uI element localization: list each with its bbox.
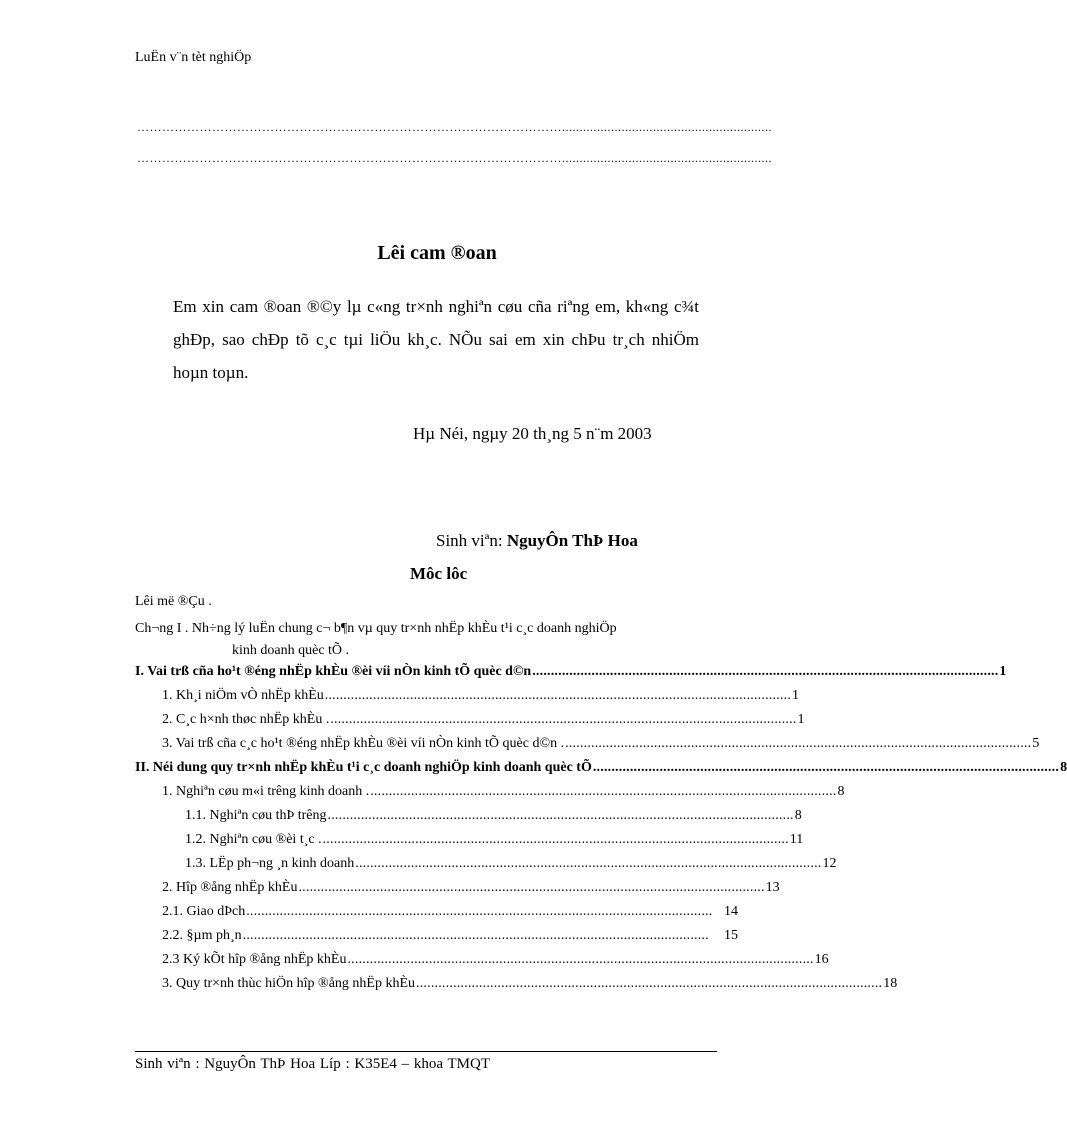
student-name: NguyÔn ThÞ Hoa — [506, 531, 638, 550]
toc-chapter-line2: kinh doanh quèc tÕ . — [232, 643, 350, 658]
toc-entry-page: 16 — [814, 952, 829, 967]
toc-entry — [162, 688, 799, 708]
dot-leader: .............................................................................................................................. — [298, 880, 765, 895]
toc-entry-title: 3. Quy tr×nh thùc hiÖn hîp ®ång nhËp khÈu — [162, 976, 416, 991]
toc-entry — [135, 664, 1007, 684]
toc-entry-page: 18 — [883, 976, 898, 991]
dot-leader: .............................................................................................................................. — [416, 976, 883, 991]
toc-intro: Lêi më ®Çu . — [135, 594, 212, 609]
toc-chapter — [135, 618, 735, 662]
toc-entry-page: 14 — [724, 904, 738, 919]
dot-leader: .............................................................................................................................. — [330, 712, 797, 727]
toc-entry-page: 1 — [791, 688, 799, 703]
toc-entry-title: 2. Hîp ®ång nhËp khÈu — [162, 880, 298, 895]
footer-rule — [135, 1051, 717, 1052]
toc-entry — [185, 832, 804, 852]
toc-entry-page: 11 — [789, 832, 804, 847]
toc-entry — [162, 736, 1040, 756]
dot-leader: .............................................................................................................................. — [532, 664, 999, 679]
toc-entry-title: 2. C¸c h×nh thøc nhËp khÈu . — [162, 712, 330, 727]
toc-title: Môc lôc — [410, 564, 468, 583]
toc-entry-title: 1. Nghiªn cøu m«i trêng kinh doanh . — [162, 784, 370, 799]
toc-entry-title: 1.1. Nghiªn cøu thÞ trêng — [185, 808, 327, 823]
dotted-line: …………………………………………………………………………………………............................................................ — [137, 120, 772, 134]
student-signature — [436, 531, 638, 551]
toc-entry — [162, 928, 738, 948]
toc-entry — [162, 976, 898, 996]
place-date: Hµ Néi, ngµy 20 th¸ng 5 n¨m 2003 — [413, 424, 652, 443]
toc-entry — [162, 784, 845, 804]
toc-entry-title: 2.3 Ký kÕt hîp ®ång nhËp khÈu — [162, 952, 347, 967]
dot-leader: .............................................................................................................................. — [324, 688, 791, 703]
toc-entry — [135, 760, 1067, 780]
toc-entry-title: 3. Vai trß cña c¸c ho¹t ®éng nhËp khÈu ®èi víi nÒn kinh tÕ quèc d©n . — [162, 736, 565, 751]
dot-leader: .............................................................................................................................. — [242, 928, 709, 943]
toc-entry-page: 12 — [822, 856, 837, 871]
toc-entry — [162, 712, 805, 732]
toc-entry-page: 15 — [724, 928, 738, 943]
pledge-title: Lêi cam ®oan — [377, 242, 497, 264]
student-label: Sinh viªn: — [436, 531, 507, 550]
dot-leader: .............................................................................................................................. — [347, 952, 814, 967]
dot-leader: .............................................................................................................................. — [322, 832, 789, 847]
toc-entry — [185, 856, 837, 876]
toc-entry — [162, 952, 829, 972]
toc-entry-page: 1 — [797, 712, 805, 727]
dot-leader: .............................................................................................................................. — [246, 904, 713, 919]
pledge-body: Em xin cam ®oan ®©y lµ c«ng tr×nh nghiªn cøu cña riªng em, kh«ng c¾t ghÐp, sao chÐp tõ c¸c tµi liÖu kh¸c. NÕu sai em xin chÞu tr¸ch nhiÖm hoµn toµn. — [173, 297, 699, 382]
toc-entry-page: 8 — [837, 784, 845, 799]
dotted-line: …………………………………………………………………………………………............................................................ — [137, 151, 772, 165]
toc-entry-page: 13 — [765, 880, 780, 895]
toc-chapter-line1: Ch¬ng I . Nh÷ng lý luËn chung c¬ b¶n vµ quy tr×nh nhËp khÈu t¹i c¸c doanh nghiÖp — [135, 621, 617, 636]
dot-leader: .............................................................................................................................. — [370, 784, 837, 799]
toc-entry — [162, 880, 780, 900]
toc-entry — [185, 808, 802, 828]
dot-leader: .............................................................................................................................. — [327, 808, 794, 823]
toc-entry-page: 1 — [999, 664, 1007, 679]
running-header: LuËn v¨n tèt nghiÖp — [135, 50, 252, 65]
toc-entry-title: I. Vai trß cña ho¹t ®éng nhËp khÈu ®èi víi nÒn kinh tÕ quèc d©n — [135, 664, 532, 679]
toc-entry-title: 1.2. Nghiªn cøu ®èi t¸c . — [185, 832, 322, 847]
toc-entry-title: II. Néi dung quy tr×nh nhËp khÈu t¹i c¸c doanh nghiÖp kinh doanh quèc tÕ — [135, 760, 592, 775]
toc-entry-title: 2.1. Giao dÞch — [162, 904, 246, 919]
toc-entry — [162, 904, 738, 924]
toc-entry-title: 2.2. §µm ph¸n — [162, 928, 242, 943]
running-footer: Sinh viªn : NguyÔn ThÞ Hoa Líp : K35E4 – khoa TMQT — [135, 1056, 490, 1072]
dot-leader: .............................................................................................................................. — [592, 760, 1060, 775]
toc-entry-page: 5 — [1032, 736, 1040, 751]
toc-entry-title: 1.3. LËp ph¬ng ¸n kinh doanh — [185, 856, 355, 871]
toc-entry-title: 1. Kh¸i niÖm vÒ nhËp khÈu — [162, 688, 324, 703]
toc-entry-page: 8 — [794, 808, 802, 823]
dot-leader: .............................................................................................................................. — [355, 856, 822, 871]
toc-entry-page: 8 — [1060, 760, 1067, 775]
dot-leader: .............................................................................................................................. — [565, 736, 1032, 751]
